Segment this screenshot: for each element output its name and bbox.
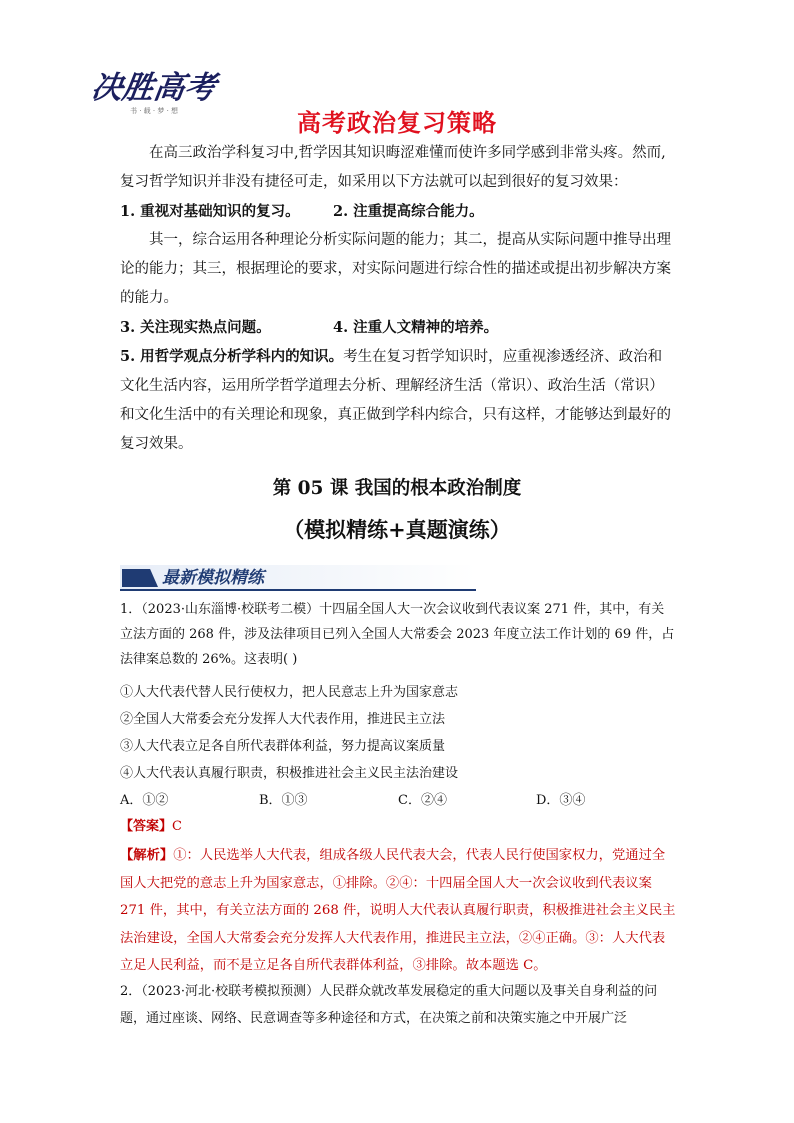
tips-row-2 bbox=[120, 313, 676, 342]
logo-text: 决胜高考 bbox=[88, 70, 219, 106]
main-title: 高考政治复习策略 bbox=[297, 109, 497, 137]
logo-subtext: 书 · 载 · 梦 · 想 bbox=[130, 107, 179, 115]
choice-c: C．②④ bbox=[398, 793, 447, 808]
question-1-answer bbox=[120, 815, 182, 839]
answer-label: 【答案】 bbox=[120, 819, 173, 834]
question-1-option: ③人大代表立足各自所代表群体利益，努力提高议案质量 bbox=[120, 739, 446, 754]
choice-b: B．①③ bbox=[259, 793, 308, 808]
question-1-option: ①人大代表代替人民行使权力，把人民意志上升为国家意志 bbox=[120, 685, 459, 700]
tip-5-body: 考生在复习哲学知识时，应重视渗透经济、政治和文化生活内容，运用所学哲学道理去分析、理解经济生活（常识）、政治生活（常识）和文化生活中的有关理论和现象，真正做到学科内综合，只有这样，才能够达到最好的复习效果。 bbox=[120, 349, 671, 452]
analysis-label: 【解析】 bbox=[120, 848, 174, 863]
lesson-subtitle: （模拟精练+真题演练） bbox=[283, 517, 511, 542]
tip-1: 1. 重视对基础知识的复习。 bbox=[120, 203, 300, 220]
question-1-analysis bbox=[120, 842, 676, 980]
section-header bbox=[120, 565, 476, 591]
tip-5-paragraph bbox=[120, 342, 675, 459]
question-2-stem: 2．（2023·河北·校联考模拟预测）人民群众就改革发展稳定的重大问题以及事关自身利益的问题，通过座谈、网络、民意调查等多种途径和方式，在决策之前和决策实施之中开展广泛 bbox=[120, 984, 658, 1026]
tips-row-1 bbox=[120, 197, 676, 226]
tip-2: 2. 注重提高综合能力。 bbox=[333, 203, 484, 220]
question-1-choices bbox=[120, 789, 676, 813]
ability-paragraph: 其一，综合运用各种理论分析实际问题的能力；其二，提高从实际问题中推导出理论的能力；其三，根据理论的要求，对实际问题进行综合性的描述或提出初步解决方案的能力。 bbox=[120, 232, 671, 306]
analysis-text: ①：人民选举人大代表，组成各级人民代表大会，代表人民行使国家权力，党通过全国人大把党的意志上升为国家意志，①排除。②④：十四届全国人大一次会议收到代表议案 271 件，其中，有关立法方面的 268 件，说明人大代表认真履行职责，积极推进社会主义民主法治建设，全国人大常委会充分发挥人大代表作用，推进民主立法，②④正确。③：人大代表立足人民利益，而不是立足各自所代表群体利益，③排除。故本题选 C。 bbox=[120, 848, 676, 973]
tip-5: 5. 用哲学观点分析学科内的知识。 bbox=[120, 348, 344, 365]
choice-a: A．①② bbox=[120, 793, 169, 808]
question-1-option: ②全国人大常委会充分发挥人大代表作用，推进民主立法 bbox=[120, 712, 446, 727]
lesson-title: 第 05 课 我国的根本政治制度 bbox=[272, 478, 522, 499]
question-1-option: ④人大代表认真履行职责，积极推进社会主义民主法治建设 bbox=[120, 766, 459, 781]
intro-paragraph: 在高三政治学科复习中,哲学因其知识晦涩难懂而使许多同学感到非常头疼。然而,复习哲学知识并非没有捷径可走，如采用以下方法就可以起到很好的复习效果： bbox=[120, 145, 666, 190]
tip-4: 4. 注重人文精神的培养。 bbox=[333, 319, 499, 336]
tip-3: 3. 关注现实热点问题。 bbox=[120, 319, 271, 336]
question-1-stem: 1．（2023·山东淄博·校联考二模）十四届全国人大一次会议收到代表议案 271 件，其中，有关立法方面的 268 件，涉及法律项目已列入全国人大常委会 2023 年度立法工作计划的 69 件，占法律案总数的 26%。这表明( ) bbox=[120, 602, 675, 667]
answer-value: C bbox=[172, 819, 182, 834]
choice-d: D．③④ bbox=[536, 793, 586, 808]
section-title: 最新模拟精练 bbox=[162, 568, 264, 588]
